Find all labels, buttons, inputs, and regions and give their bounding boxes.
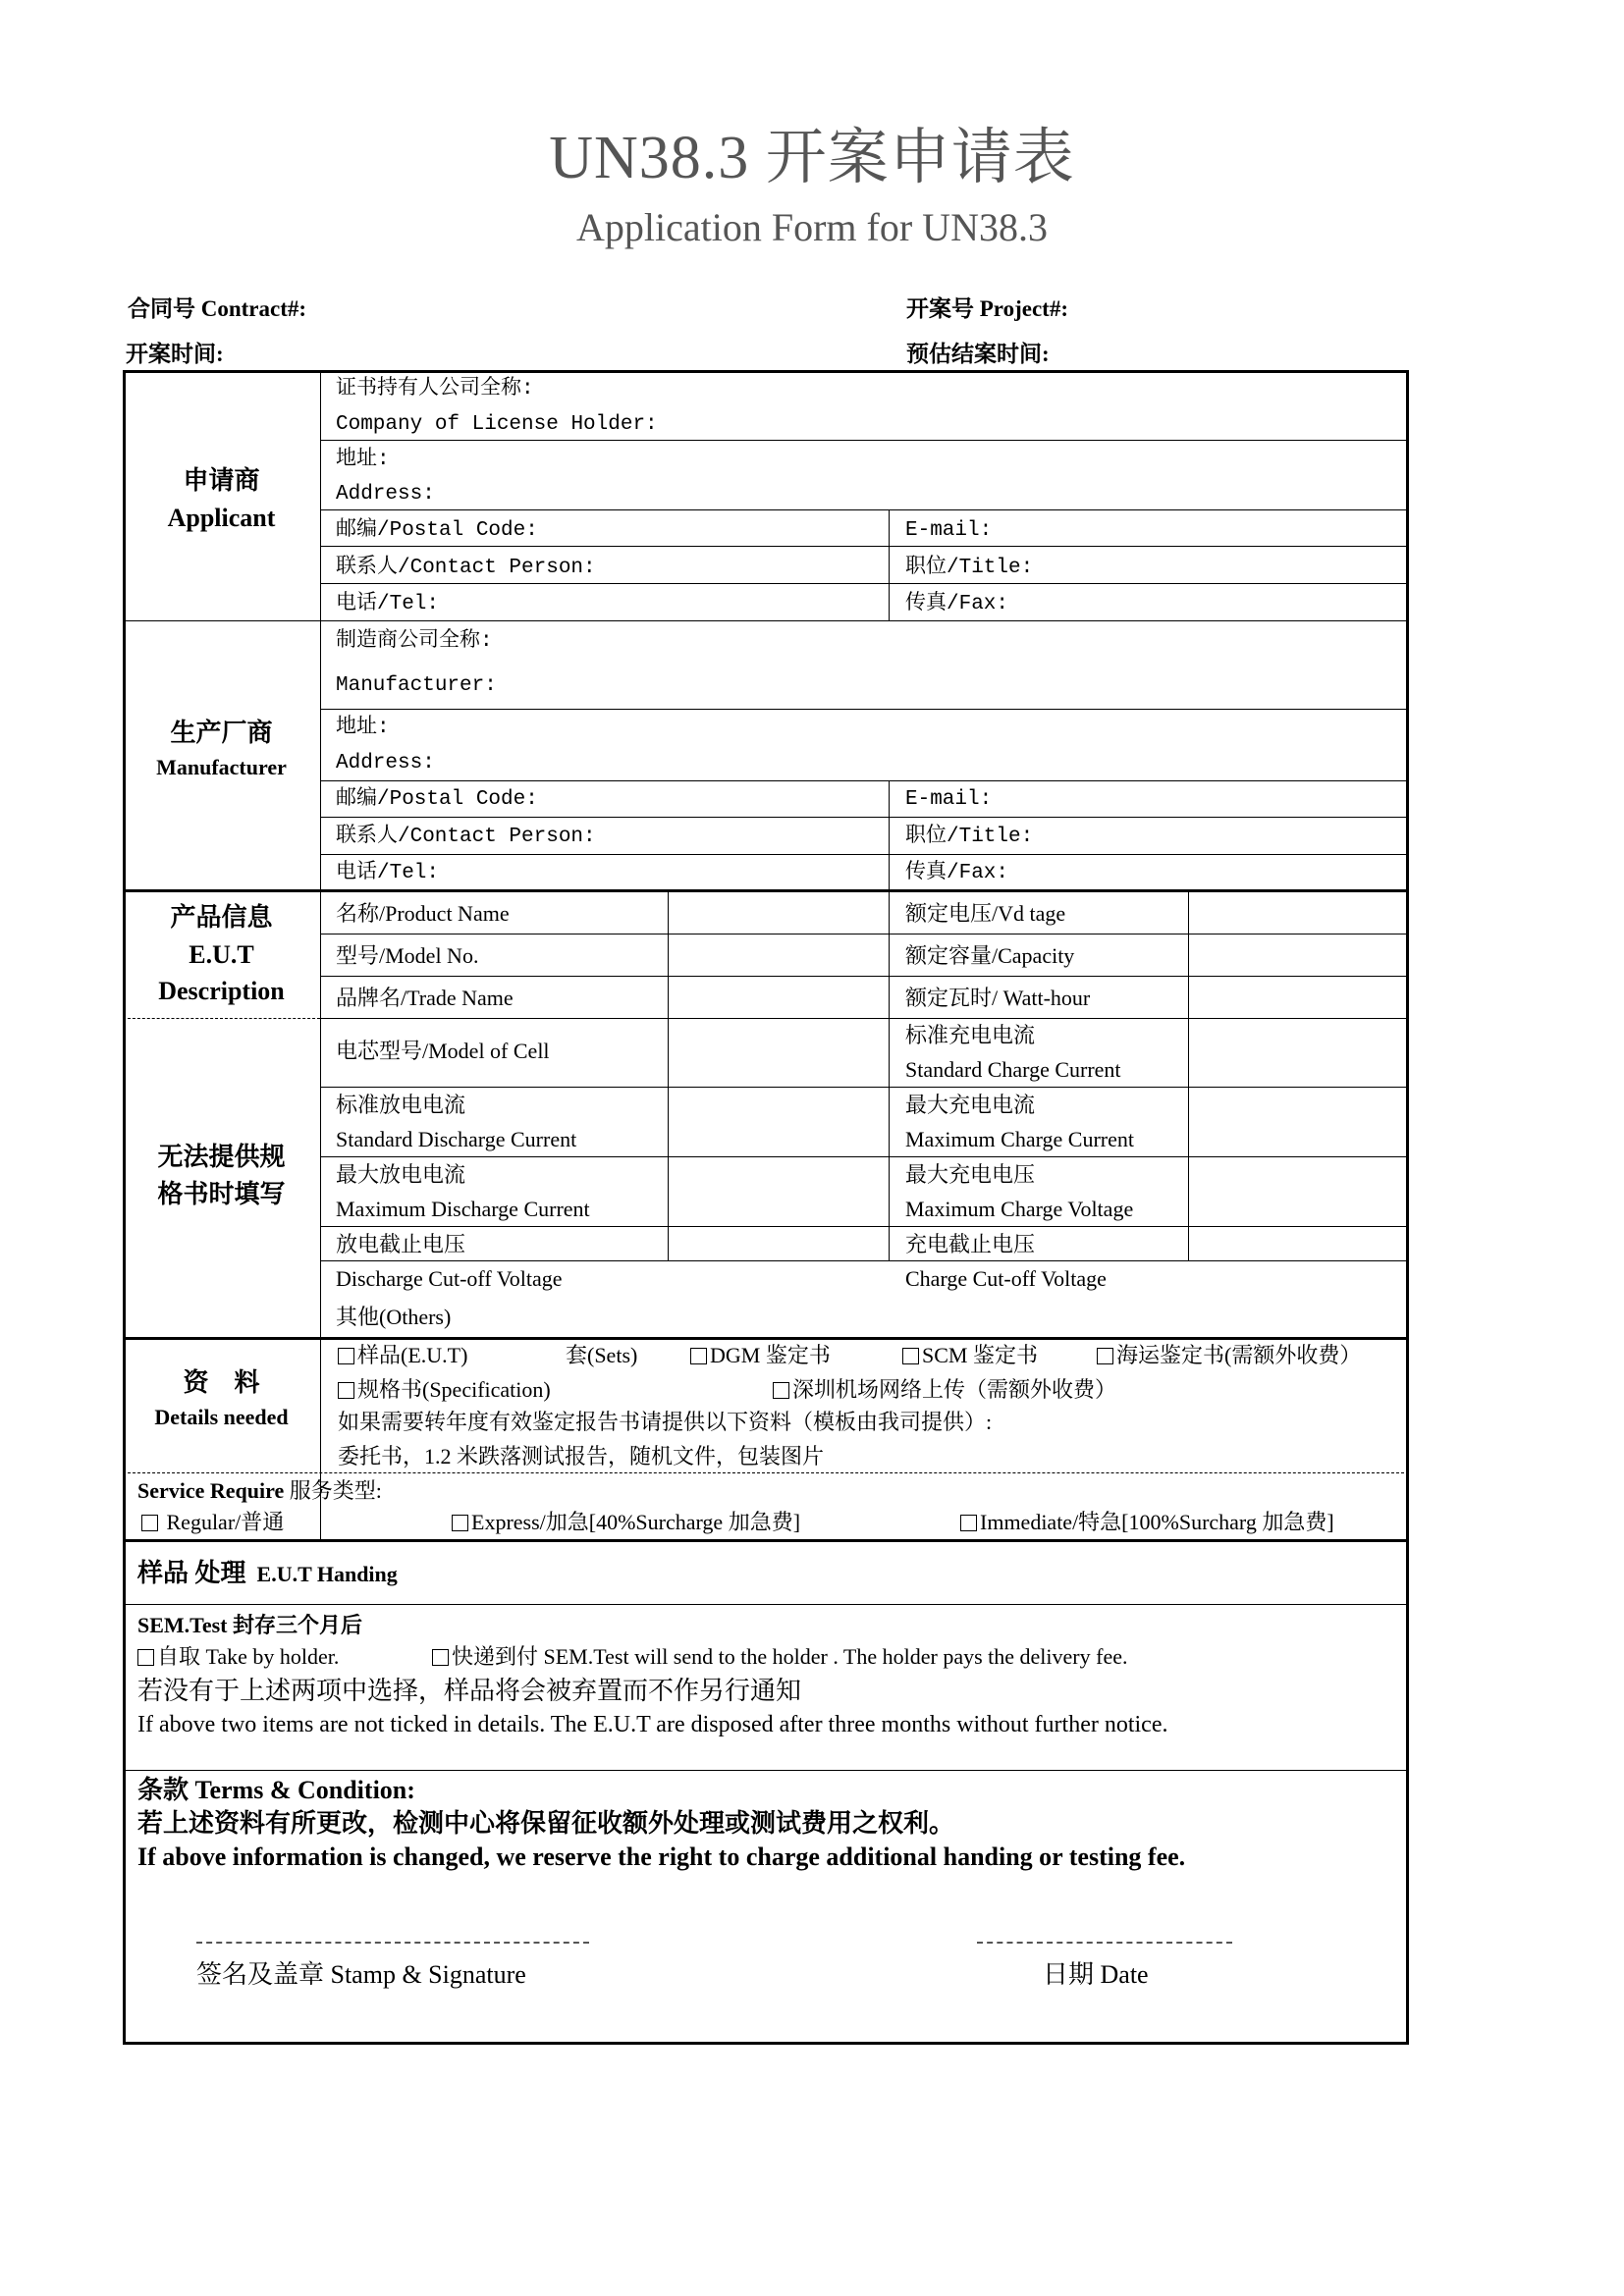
max-discharge-cn: 最大放电电流 <box>336 1162 466 1187</box>
sample-option[interactable]: 样品(E.U.T) <box>338 1343 467 1368</box>
specification-option[interactable]: 规格书(Specification) <box>338 1377 551 1403</box>
shenzhen-upload-checkbox[interactable] <box>773 1382 789 1399</box>
grid-line <box>320 780 1409 781</box>
grid-line <box>320 709 1409 710</box>
take-by-holder-checkbox[interactable] <box>137 1649 154 1666</box>
applicant-postal-code: 邮编/Postal Code: <box>336 519 538 542</box>
grid-line <box>668 891 669 1260</box>
grid-line <box>889 891 890 1260</box>
delivery-checkbox[interactable] <box>432 1649 449 1666</box>
product-name-label: 名称/Product Name <box>336 901 510 926</box>
std-charge-cn: 标准充电电流 <box>905 1023 1036 1047</box>
trade-name-label: 品牌名/Trade Name <box>336 986 514 1010</box>
annual-report-note: 如果需要转年度有效鉴定报告书请提供以下资料（模板由我司提供）: <box>338 1410 993 1434</box>
discharge-cutoff-cn: 放电截止电压 <box>336 1232 466 1256</box>
grid-line <box>320 440 1409 441</box>
form-subtitle: Application Form for UN38.3 <box>576 205 1048 249</box>
manufacturer-address-en: Address: <box>336 752 435 774</box>
grid-line <box>320 583 1409 584</box>
delivery-option[interactable]: 快递到付 SEM.Test will send to the holder . The holder pays the delivery fee. <box>432 1644 1127 1670</box>
sets-label: 套(Sets) <box>566 1343 638 1367</box>
applicant-company-en: Company of License Holder: <box>336 413 658 436</box>
take-by-holder-option[interactable]: 自取 Take by holder. <box>137 1644 339 1670</box>
scm-option[interactable]: SCM 鉴定书 <box>902 1343 1038 1368</box>
grid-line <box>320 1156 1409 1157</box>
date-label: 日期 Date <box>1043 1960 1149 1989</box>
grid-line <box>320 1087 1409 1088</box>
manufacturer-postal-code: 邮编/Postal Code: <box>336 788 538 811</box>
max-charge-voltage-cn: 最大充电电压 <box>905 1162 1036 1187</box>
contract-label: 合同号 Contract#: <box>128 296 307 321</box>
applicant-email: E-mail: <box>905 519 993 542</box>
grid-line <box>320 546 1409 547</box>
grid-line <box>320 976 1409 977</box>
regular-checkbox[interactable] <box>141 1515 158 1531</box>
service-immediate-option[interactable]: Immediate/特急[100%Surcharg 加急费] <box>960 1510 1334 1535</box>
spec-section-label: 无法提供规 格书时填写 <box>157 1143 286 1208</box>
max-charge-voltage-en: Maximum Charge Voltage <box>905 1197 1134 1221</box>
dgm-checkbox[interactable] <box>690 1348 707 1364</box>
shenzhen-upload-option[interactable]: 深圳机场网络上传（需额外收费） <box>773 1377 1116 1403</box>
manufacturer-address-cn: 地址: <box>336 717 390 739</box>
signature-line <box>196 1942 589 1944</box>
est-close-label: 预估结案时间: <box>906 342 1050 366</box>
eut-handling-label: 样品 处理 E.U.T Handing <box>137 1559 398 1587</box>
disposal-note-cn: 若没有于上述两项中选择，样品将会被弃置而不作另行通知 <box>137 1677 802 1705</box>
model-no-label: 型号/Model No. <box>336 943 479 968</box>
stamp-signature-label: 签名及盖章 Stamp & Signature <box>196 1960 526 1989</box>
manufacturer-tel: 电话/Tel: <box>336 862 440 884</box>
watt-hour-label: 额定瓦时/ Watt-hour <box>905 986 1091 1010</box>
grid-line <box>320 1018 1409 1019</box>
applicant-section-label: 申请商 Applicant <box>167 466 276 532</box>
charge-cutoff-cn: 充电截止电压 <box>905 1232 1036 1256</box>
max-discharge-en: Maximum Discharge Current <box>336 1197 590 1221</box>
grid-line <box>320 509 1409 510</box>
dgm-option[interactable]: DGM 鉴定书 <box>690 1343 831 1368</box>
manufacturer-contact-person: 联系人/Contact Person: <box>336 826 596 848</box>
grid-line-dashed <box>123 1472 1409 1473</box>
service-require-label: Service Require 服务类型: <box>137 1478 382 1503</box>
sea-option[interactable]: 海运鉴定书(需额外收费） <box>1097 1343 1361 1368</box>
max-charge-cn: 最大充电电流 <box>905 1093 1036 1117</box>
applicant-fax: 传真/Fax: <box>905 593 1009 615</box>
grid-line <box>123 620 1409 621</box>
required-documents-note: 委托书，1.2 米跌落测试报告，随机文件，包装图片 <box>338 1444 825 1468</box>
grid-line <box>889 780 890 891</box>
applicant-tel: 电话/Tel: <box>336 593 440 615</box>
terms-label: 条款 Terms & Condition: <box>137 1776 415 1804</box>
std-charge-en: Standard Charge Current <box>905 1057 1121 1082</box>
grid-line <box>123 889 1409 892</box>
cell-model-label: 电芯型号/Model of Cell <box>336 1039 550 1063</box>
grid-line <box>320 1226 1409 1227</box>
service-express-option[interactable]: Express/加急[40%Surcharge 加急费] <box>452 1510 800 1535</box>
applicant-contact-person: 联系人/Contact Person: <box>336 557 596 579</box>
applicant-job-title: 职位/Title: <box>905 557 1034 579</box>
applicant-address-cn: 地址: <box>336 449 390 471</box>
grid-line <box>320 817 1409 818</box>
scm-checkbox[interactable] <box>902 1348 919 1364</box>
open-time-label: 开案时间: <box>126 342 224 366</box>
manufacturer-email: E-mail: <box>905 788 993 811</box>
discharge-cutoff-en: Discharge Cut-off Voltage <box>336 1266 563 1291</box>
applicant-address-en: Address: <box>336 483 435 506</box>
service-regular-option[interactable]: Regular/普通 <box>141 1510 284 1535</box>
manufacturer-job-title: 职位/Title: <box>905 826 1034 848</box>
grid-line <box>123 1604 1409 1605</box>
form-title: UN38.3 开案申请表 <box>549 125 1075 191</box>
details-section-label: 资 料 Details needed <box>154 1368 289 1429</box>
grid-line-dashed <box>123 1018 320 1019</box>
specification-checkbox[interactable] <box>338 1382 354 1399</box>
max-charge-en: Maximum Charge Current <box>905 1127 1134 1151</box>
manufacturer-company-en: Manufacturer: <box>336 674 497 697</box>
sample-checkbox[interactable] <box>338 1348 354 1364</box>
grid-line <box>123 1539 1409 1542</box>
sem-storage-note: SEM.Test 封存三个月后 <box>137 1613 362 1637</box>
grid-line <box>123 1337 1409 1340</box>
grid-line <box>320 854 1409 855</box>
grid-line <box>320 1260 1409 1261</box>
std-discharge-en: Standard Discharge Current <box>336 1127 577 1151</box>
disposal-note-en: If above two items are not ticked in details. The E.U.T are disposed after three months without further notice. <box>137 1712 1168 1737</box>
grid-line <box>123 1770 1409 1771</box>
grid-line <box>1188 891 1189 1260</box>
manufacturer-fax: 传真/Fax: <box>905 862 1009 884</box>
rated-voltage-label: 额定电压/Vd tage <box>905 901 1066 926</box>
terms-text-cn: 若上述资料有所更改，检测中心将保留征收额外处理或测试费用之权利。 <box>137 1809 955 1838</box>
eut-section-label: 产品信息 E.U.T Description <box>158 903 285 1006</box>
grid-line <box>889 509 890 620</box>
sea-checkbox[interactable] <box>1097 1348 1113 1364</box>
terms-text-en: If above information is changed, we reserve the right to charge additional handing or testing fee. <box>137 1842 1186 1871</box>
project-label: 开案号 Project#: <box>906 296 1068 321</box>
applicant-company-cn: 证书持有人公司全称: <box>336 378 534 400</box>
manufacturer-section-label: 生产厂商 Manufacturer <box>156 719 287 779</box>
manufacturer-company-cn: 制造商公司全称: <box>336 630 493 653</box>
std-discharge-cn: 标准放电电流 <box>336 1093 466 1117</box>
express-checkbox[interactable] <box>452 1515 468 1531</box>
rated-capacity-label: 额定容量/Capacity <box>905 943 1075 968</box>
others-label: 其他(Others) <box>336 1305 452 1329</box>
immediate-checkbox[interactable] <box>960 1515 977 1531</box>
charge-cutoff-en: Charge Cut-off Voltage <box>905 1266 1107 1291</box>
date-line <box>977 1942 1232 1944</box>
